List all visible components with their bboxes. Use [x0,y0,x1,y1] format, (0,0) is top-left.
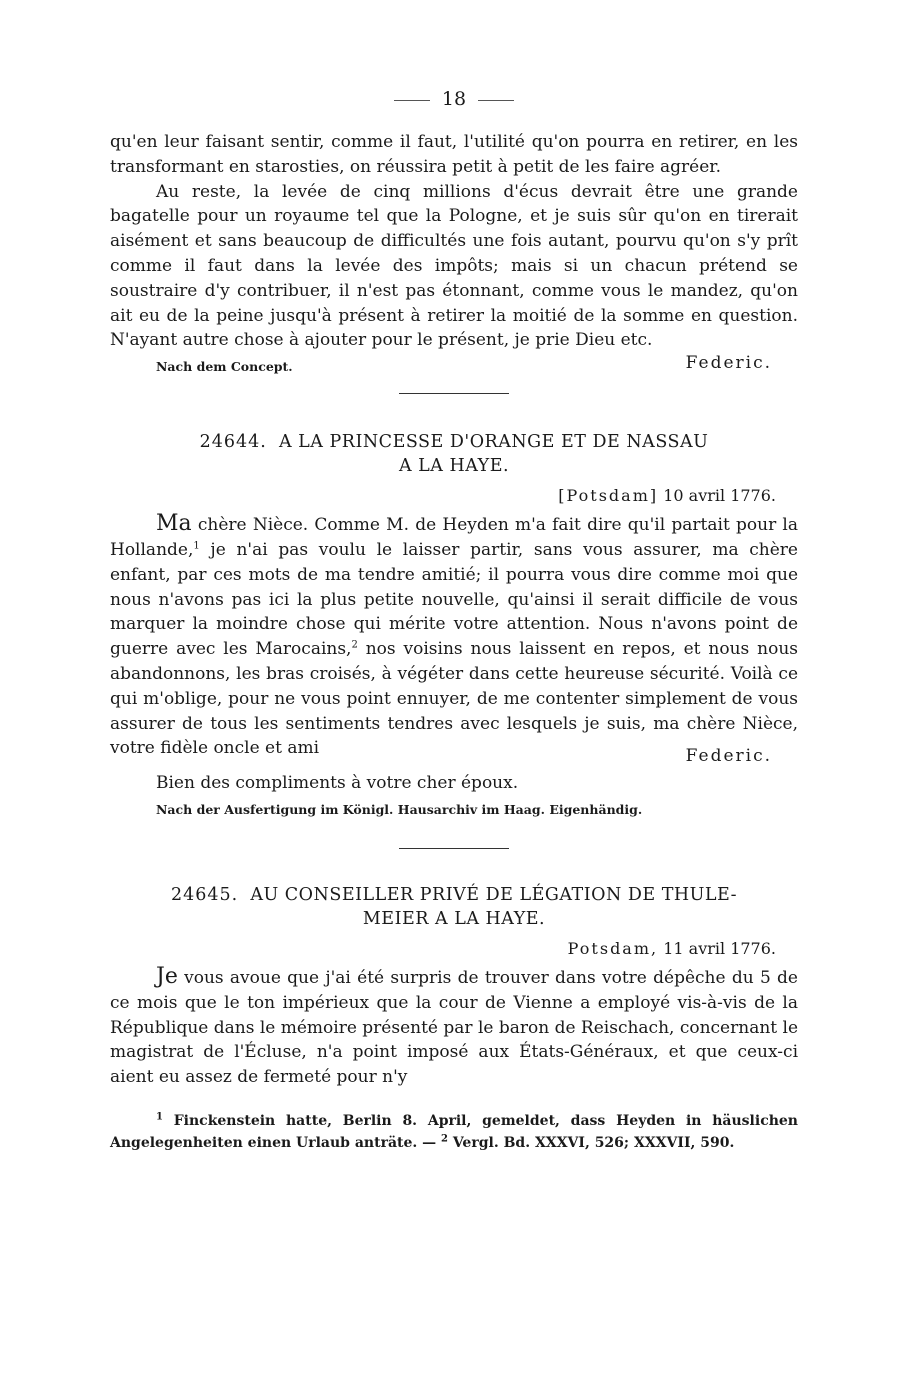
letter-24644-dropcap: Ma [156,511,192,537]
letter-24644-heading-line-1 [110,430,798,454]
letter-24645-number: 24645. [170,884,239,905]
previous-letter-signature: Federic. [685,353,772,374]
letter-24644-dateline [110,484,798,508]
footnote-2-marker: 2 [441,1133,448,1145]
footnote-ref-1: 1 [193,540,200,552]
letter-24645-recipient: AU CONSEILLER PRIVÉ DE LÉGATION DE THULE- [250,884,738,905]
letter-24645-body [110,965,798,1090]
letter-24644-date: 10 avril 1776. [663,486,776,506]
letter-24644-body [110,511,798,767]
book-page [110,84,798,1154]
letter-24644-place: [Potsdam] [558,486,659,506]
letter-24644-postscript: Bien des compliments à votre cher époux. [156,773,519,794]
letter-24645-body-text: vous avoue que j'ai été surpris de trouver dans votre dépêche du 5 de ce mois que le ton impérieux que la cour de Vienne a employé vis-à-vis de la République dans le mémoire présenté par le baron de Reischach, concernant le magistrat de l'Écluse, n'a point imposé aux États-Généraux, et que ceux-ci aient eu assez de fermeté pour n'y [110,967,799,1088]
page-number-header [110,84,798,114]
letter-24644-recipient: A LA PRINCESSE D'ORANGE ET DE NASSAU [278,432,709,453]
page-number: 18 [441,88,467,110]
footnotes [110,1110,798,1154]
previous-letter-signature-row [110,353,798,377]
footnote-ref-2: 2 [351,639,358,651]
previous-letter-paragraph-2: Au reste, la levée de cinq millions d'écus devrait être une grande bagatelle pour un royaume tel que la Pologne, et je suis sûr qu'on en tirerait aisément et sans beaucoup de difficultés une fois autant, pourvu qu'on s'y prît comme il faut dans la levée des impôts; mais si un chacun prétend se soustraire d'y contribuer, il n'est pas étonnant, comme vous le mandez, qu'on ait eu de la peine jusqu'à présent à retirer la moitié de la somme en question. N'ayant autre chose à ajouter pour le présent, je prie Dieu etc. [110,181,798,351]
letter-24644-number: 24644. [199,432,267,453]
section-divider-2 [399,848,509,849]
letter-24645-heading-line-1 [110,883,798,907]
letter-24644-body-part-2: je n'ai pas voulu le laisser partir, sans vous assurer, ma chère enfant, par ces mots de ma tendre amitié; il pourra vous dire comme moi que nous n'avons pas ici la plus petite nouvelle, qu'ainsi il serait difficile de vous marquer la moindre chose qui mérite votre attention. Nous n'avons point de guerre avec les Marocains, [110,539,798,660]
letter-24644-heading-line-2: A LA HAYE. [398,456,510,477]
footnote-2-text: Vergl. Bd. XXXVI, 526; XXXVII, 590. [447,1134,735,1151]
previous-letter-source-note: Nach dem Concept. [156,359,293,375]
letter-24644-source-note: Nach der Ausfertigung im Königl. Hausarchiv im Haag. Eigenhändig. [156,801,643,817]
footnote-1-text: Finckenstein hatte, Berlin 8. April, gemeldet, dass Heyden in häuslichen Angelegenheiten einen Urlaub anträte. — [110,1112,798,1151]
footnote-1-marker: 1 [156,1111,163,1123]
letter-24644-heading [110,430,798,478]
section-divider-1 [399,393,509,394]
letter-24645-dateline [110,937,798,961]
letter-24645-dropcap: Je [156,963,178,989]
letter-24645-date: 11 avril 1776. [663,938,776,958]
header-dash-right [478,100,514,101]
letter-24645-place: Potsdam, [567,938,659,958]
letter-24644-body-part-1: chère Nièce. Comme M. de Heyden m'a fait dire qu'il partait pour la Hollande, [110,515,798,560]
footnote-block [110,1110,798,1154]
previous-letter-paragraph-1: qu'en leur faisant sentir, comme il faut, l'utilité qu'on pourra en retirer, en les transformant en starosties, on réussira petit à petit de les faire agréer. [110,132,798,177]
letter-24645-heading [110,883,798,931]
header-dash-left [394,100,430,101]
letter-24644-body-part-3: nos voisins nous laissent en repos, et nous nous abandonnons, les bras croisés, à végéter dans cette heureuse sécurité. Voilà ce qui m'oblige, pour ne vous point ennuyer, de me contenter simplement de vous assurer de tous les sentiments tendres avec lesquels je suis, ma chère Nièce, votre fidèle oncle et ami [110,639,798,759]
letter-24645-heading-line-2: MEIER A LA HAYE. [362,908,546,929]
letter-24644-signature: Federic. [685,746,772,767]
